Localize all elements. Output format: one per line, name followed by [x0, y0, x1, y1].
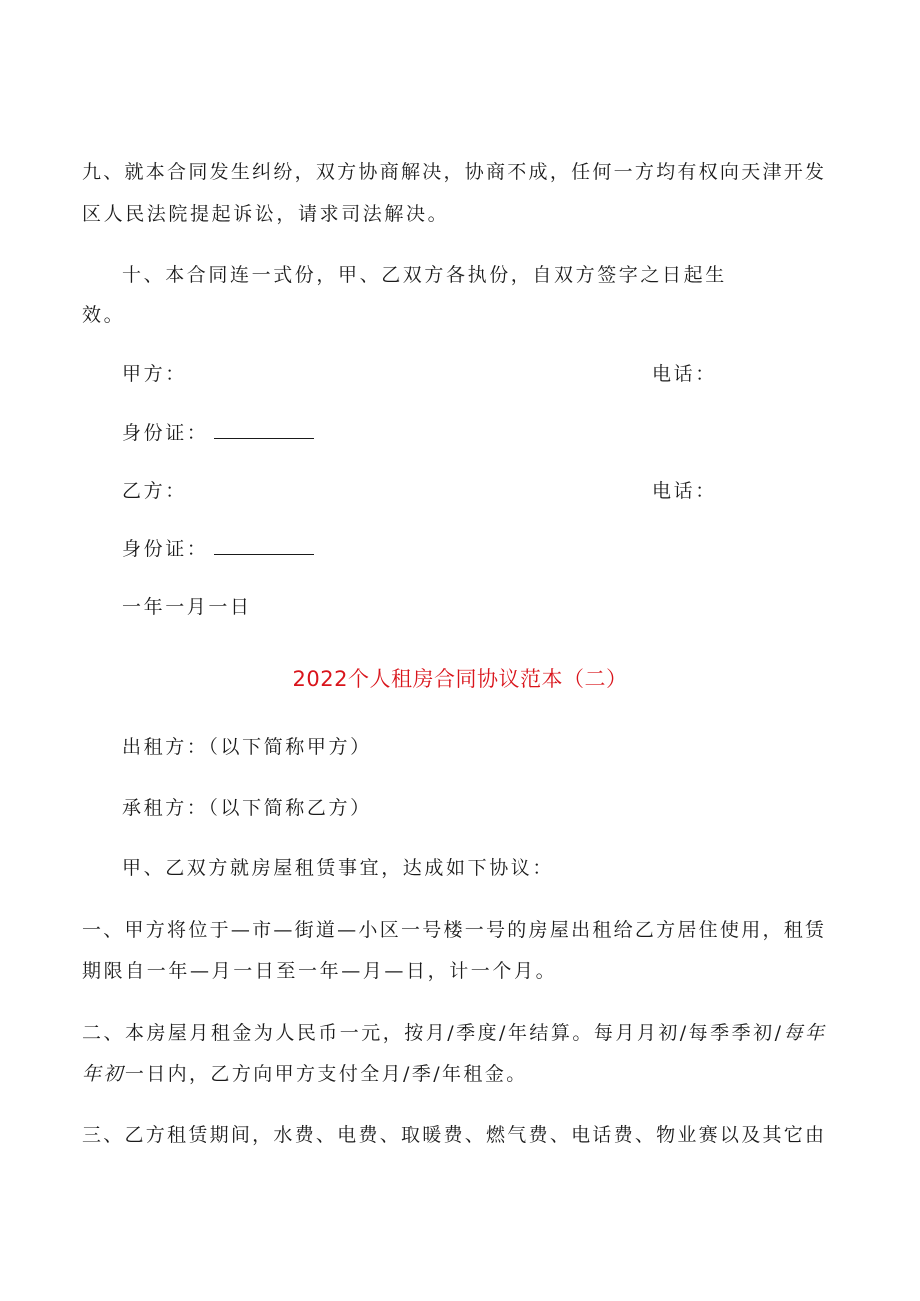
signing-date: 一年一月一日	[122, 596, 252, 618]
clause-10-line-1: 十、本合同连一式份，甲、乙双方各执份，自双方签字之日起生	[122, 264, 727, 286]
section-2-clause-2-line-2	[82, 1062, 528, 1086]
party-a-id-blank	[214, 422, 314, 439]
party-b-id-blank	[214, 538, 314, 555]
section-2-title: 2022个人租房合同协议范本（二）	[292, 667, 628, 691]
party-b-label: 乙方：	[122, 480, 187, 502]
section-2-clause-1-line-2: 期限自一年—月一日至一年—月—日，计一个月。	[82, 960, 558, 982]
clause-2-line-2-italic: 年初	[82, 1063, 125, 1085]
party-a-phone-label: 电话：	[652, 363, 717, 385]
party-b-phone-label: 电话：	[652, 480, 717, 502]
section-2-clause-2-line-1	[82, 1021, 824, 1045]
party-a-id-label: 身份证：	[122, 422, 209, 444]
party-b-id-label: 身份证：	[122, 538, 209, 560]
lessor-line: 出租方：（以下简称甲方）	[122, 736, 372, 758]
section-2-clause-3-line-1: 三、乙方租赁期间，水费、电费、取暖费、燃气费、电话费、物业赛以及其它由	[82, 1124, 824, 1146]
party-b-id-row	[122, 537, 314, 561]
party-a-label: 甲方：	[122, 363, 187, 385]
clause-2-line-2-text: 一日内，乙方向甲方支付全月/季/年租金。	[124, 1063, 528, 1085]
clause-9-line-1: 九、就本合同发生纠纷，双方协商解决，协商不成，任何一方均有权向天津开发	[82, 161, 824, 183]
section-2-clause-1-line-1: 一、甲方将位于—市—街道—小区一号楼一号的房屋出租给乙方居住使用，租赁	[82, 919, 824, 941]
clause-10-line-2: 效。	[82, 304, 126, 326]
party-a-id-row	[122, 421, 314, 445]
clause-2-line-1-italic: 每年	[781, 1022, 824, 1044]
clause-9-line-2: 区人民法院提起诉讼，请求司法解决。	[82, 203, 450, 225]
agreement-intro: 甲、乙双方就房屋租赁事宜，达成如下协议：	[122, 857, 555, 879]
lessee-line: 承租方：（以下简称乙方）	[122, 797, 372, 819]
clause-2-line-1-text: 二、本房屋月租金为人民币一元，按月/季度/年结算。每月月初/每季季初/	[82, 1022, 782, 1044]
